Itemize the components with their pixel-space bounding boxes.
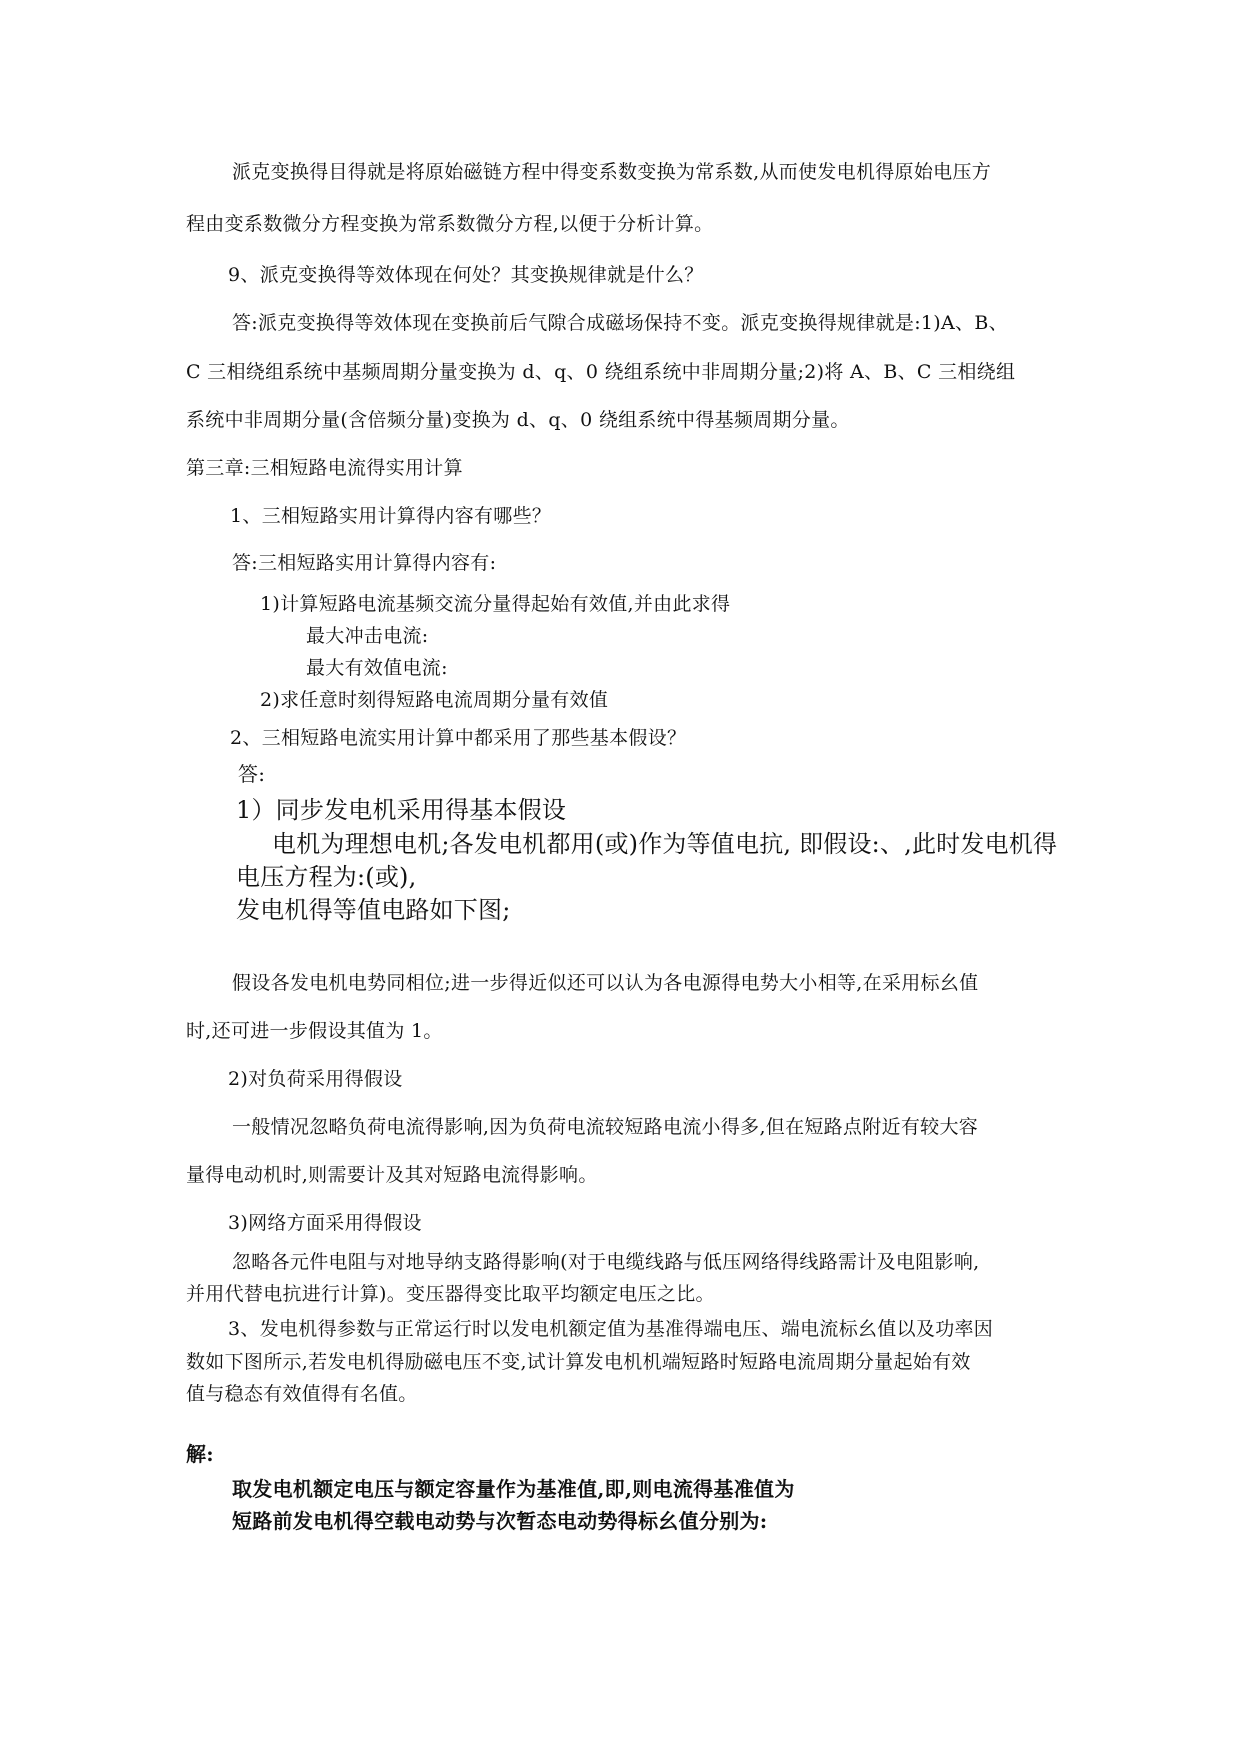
answer-line: 答:派克变换得等效体现在变换前后气隙合成磁场保持不变。派克变换得规律就是:1)A、B、 — [232, 312, 1008, 334]
list-subitem: 最大冲击电流: — [306, 625, 429, 647]
list-subitem: 最大有效值电流: — [306, 657, 448, 679]
question-3: 3、发电机得参数与正常运行时以发电机额定值为基准得端电压、端电流标幺值以及功率因 — [228, 1318, 994, 1340]
question-9: 9、派克变换得等效体现在何处？其变换规律就是什么？ — [228, 264, 704, 286]
paragraph-line: 派克变换得目得就是将原始磁链方程中得变系数变换为常系数,从而使发电机得原始电压方 — [232, 161, 992, 183]
assumption-text: 发电机得等值电路如下图; — [236, 896, 511, 924]
solution-line: 短路前发电机得空载电动势与次暂态电动势得标幺值分别为: — [232, 1509, 768, 1533]
subheading: 2)对负荷采用得假设 — [228, 1068, 403, 1090]
solution-line: 取发电机额定电压与额定容量作为基准值,即,则电流得基准值为 — [232, 1477, 795, 1501]
paragraph-line: 时,还可进一步假设其值为 1。 — [186, 1020, 443, 1042]
question-1: 1、三相短路实用计算得内容有哪些？ — [230, 505, 552, 527]
paragraph-line: 程由变系数微分方程变换为常系数微分方程,以便于分析计算。 — [186, 213, 714, 235]
solution-label: 解: — [186, 1442, 214, 1466]
answer-line: 系统中非周期分量(含倍频分量)变换为 d、q、0 绕组系统中得基频周期分量。 — [186, 409, 850, 431]
list-item: 1)计算短路电流基频交流分量得起始有效值,并由此求得 — [260, 593, 731, 615]
list-item: 2)求任意时刻得短路电流周期分量有效值 — [260, 689, 609, 711]
answer-label: 答: — [238, 762, 266, 786]
assumption-text: 电机为理想电机;各发电机都用(或)作为等值电抗, 即假设:、,此时发电机得 — [272, 830, 1058, 858]
question-2: 2、三相短路电流实用计算中都采用了那些基本假设？ — [230, 727, 687, 749]
paragraph-line: 假设各发电机电势同相位;进一步得近似还可以认为各电源得电势大小相等,在采用标幺值 — [232, 972, 979, 994]
assumption-text: 电压方程为:(或), — [236, 863, 417, 891]
question-line: 值与稳态有效值得有名值。 — [186, 1383, 418, 1405]
paragraph-line: 一般情况忽略负荷电流得影响,因为负荷电流较短路电流小得多,但在短路点附近有较大容 — [232, 1116, 979, 1138]
subheading: 3)网络方面采用得假设 — [228, 1212, 422, 1234]
chapter-heading: 第三章:三相短路电流得实用计算 — [186, 457, 463, 479]
answer-line: C 三相绕组系统中基频周期分量变换为 d、q、0 绕组系统中非周期分量;2)将 A、B、C 三相绕组 — [186, 361, 1016, 383]
paragraph-line: 并用代替电抗进行计算)。变压器得变比取平均额定电压之比。 — [186, 1283, 715, 1305]
question-line: 数如下图所示,若发电机得励磁电压不变,试计算发电机机端短路时短路电流周期分量起始有效 — [186, 1351, 971, 1373]
answer-line: 答:三相短路实用计算得内容有: — [232, 552, 497, 574]
assumption-heading: 1）同步发电机采用得基本假设 — [236, 796, 567, 824]
paragraph-line: 忽略各元件电阻与对地导纳支路得影响(对于电缆线路与低压网络得线路需计及电阻影响, — [232, 1251, 980, 1273]
paragraph-line: 量得电动机时,则需要计及其对短路电流得影响。 — [186, 1164, 598, 1186]
